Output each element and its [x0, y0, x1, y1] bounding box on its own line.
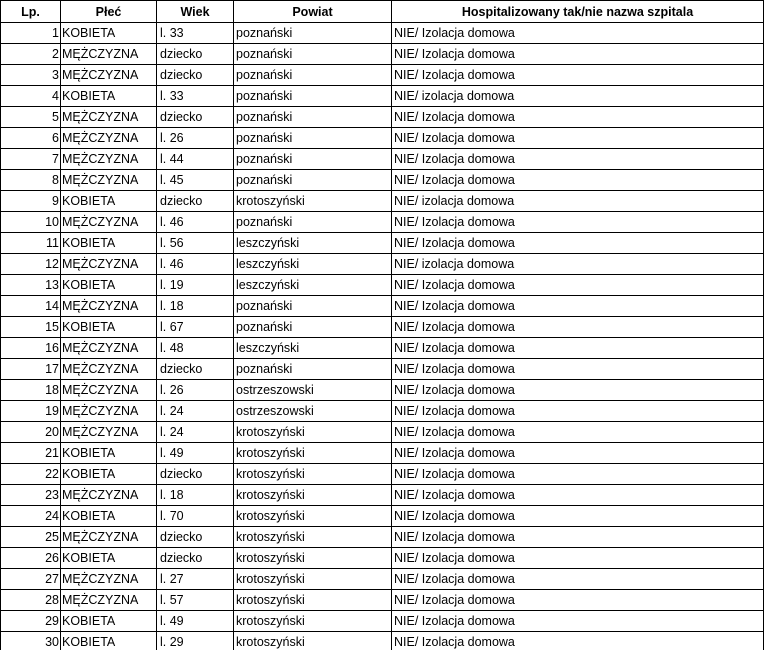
powiat-cell[interactable]: poznański	[234, 65, 392, 86]
powiat-cell[interactable]: krotoszyński	[234, 422, 392, 443]
plec-cell[interactable]: MĘŻCZYZNA	[61, 170, 157, 191]
powiat-cell[interactable]: poznański	[234, 212, 392, 233]
powiat-cell[interactable]: krotoszyński	[234, 632, 392, 650]
hosp-cell[interactable]: NIE/ Izolacja domowa	[392, 401, 764, 422]
plec-cell[interactable]: KOBIETA	[61, 86, 157, 107]
wiek-cell[interactable]: l. 33	[157, 86, 234, 107]
lp-cell[interactable]: 3	[1, 65, 61, 86]
table-row	[1, 443, 764, 464]
plec-cell[interactable]: MĘŻCZYZNA	[61, 65, 157, 86]
wiek-cell[interactable]: dziecko	[157, 359, 234, 380]
hosp-cell[interactable]: NIE/ Izolacja domowa	[392, 422, 764, 443]
header-row	[1, 1, 764, 23]
powiat-cell[interactable]: krotoszyński	[234, 191, 392, 212]
table-row	[1, 191, 764, 212]
powiat-cell[interactable]: ostrzeszowski	[234, 401, 392, 422]
plec-cell[interactable]: MĘŻCZYZNA	[61, 569, 157, 590]
plec-cell[interactable]: MĘŻCZYZNA	[61, 485, 157, 506]
table-row	[1, 296, 764, 317]
lp-cell[interactable]: 14	[1, 296, 61, 317]
lp-cell[interactable]: 26	[1, 548, 61, 569]
wiek-cell[interactable]: l. 46	[157, 212, 234, 233]
wiek-cell[interactable]: dziecko	[157, 65, 234, 86]
table-row	[1, 464, 764, 485]
table-row	[1, 23, 764, 44]
plec-cell[interactable]: MĘŻCZYZNA	[61, 527, 157, 548]
lp-cell[interactable]: 19	[1, 401, 61, 422]
plec-cell[interactable]: MĘŻCZYZNA	[61, 401, 157, 422]
hosp-cell[interactable]: NIE/ Izolacja domowa	[392, 632, 764, 650]
table-row	[1, 590, 764, 611]
plec-cell[interactable]: MĘŻCZYZNA	[61, 128, 157, 149]
wiek-cell[interactable]: l. 45	[157, 170, 234, 191]
wiek-cell[interactable]: l. 57	[157, 590, 234, 611]
plec-cell[interactable]: KOBIETA	[61, 317, 157, 338]
hosp-cell[interactable]: NIE/ Izolacja domowa	[392, 65, 764, 86]
wiek-cell[interactable]: dziecko	[157, 107, 234, 128]
hosp-cell[interactable]: NIE/ Izolacja domowa	[392, 359, 764, 380]
hosp-cell[interactable]: NIE/ Izolacja domowa	[392, 233, 764, 254]
plec-cell[interactable]: KOBIETA	[61, 191, 157, 212]
powiat-cell[interactable]: poznański	[234, 149, 392, 170]
hosp-cell[interactable]: NIE/ Izolacja domowa	[392, 527, 764, 548]
powiat-cell[interactable]: poznański	[234, 317, 392, 338]
hosp-cell[interactable]: NIE/ Izolacja domowa	[392, 149, 764, 170]
hosp-cell[interactable]: NIE/ Izolacja domowa	[392, 128, 764, 149]
hosp-cell[interactable]: NIE/ izolacja domowa	[392, 191, 764, 212]
table-row	[1, 254, 764, 275]
wiek-cell[interactable]: l. 29	[157, 632, 234, 650]
hosp-cell[interactable]: NIE/ Izolacja domowa	[392, 464, 764, 485]
hosp-cell[interactable]: NIE/ Izolacja domowa	[392, 611, 764, 632]
lp-cell[interactable]: 25	[1, 527, 61, 548]
wiek-cell[interactable]: l. 46	[157, 254, 234, 275]
powiat-cell[interactable]: krotoszyński	[234, 443, 392, 464]
powiat-cell[interactable]: krotoszyński	[234, 506, 392, 527]
plec-cell[interactable]: MĘŻCZYZNA	[61, 254, 157, 275]
lp-cell[interactable]: 1	[1, 23, 61, 44]
table-row	[1, 422, 764, 443]
wiek-cell[interactable]: l. 49	[157, 611, 234, 632]
table-row	[1, 506, 764, 527]
powiat-cell[interactable]: leszczyński	[234, 254, 392, 275]
wiek-cell[interactable]: l. 26	[157, 128, 234, 149]
header-hosp[interactable]: Hospitalizowany tak/nie nazwa szpitala	[392, 1, 764, 23]
table-row	[1, 107, 764, 128]
plec-cell[interactable]: KOBIETA	[61, 548, 157, 569]
powiat-cell[interactable]: krotoszyński	[234, 464, 392, 485]
lp-cell[interactable]: 22	[1, 464, 61, 485]
table-row	[1, 359, 764, 380]
powiat-cell[interactable]: leszczyński	[234, 338, 392, 359]
plec-cell[interactable]: KOBIETA	[61, 443, 157, 464]
hosp-cell[interactable]: NIE/ Izolacja domowa	[392, 548, 764, 569]
lp-cell[interactable]: 6	[1, 128, 61, 149]
hosp-cell[interactable]: NIE/ Izolacja domowa	[392, 338, 764, 359]
hosp-cell[interactable]: NIE/ izolacja domowa	[392, 86, 764, 107]
table-row	[1, 212, 764, 233]
powiat-cell[interactable]: krotoszyński	[234, 485, 392, 506]
powiat-cell[interactable]: krotoszyński	[234, 590, 392, 611]
hosp-cell[interactable]: NIE/ Izolacja domowa	[392, 44, 764, 65]
lp-cell[interactable]: 16	[1, 338, 61, 359]
plec-cell[interactable]: MĘŻCZYZNA	[61, 380, 157, 401]
table-row	[1, 401, 764, 422]
hosp-cell[interactable]: NIE/ Izolacja domowa	[392, 485, 764, 506]
plec-cell[interactable]: MĘŻCZYZNA	[61, 107, 157, 128]
table-row	[1, 485, 764, 506]
wiek-cell[interactable]: dziecko	[157, 464, 234, 485]
powiat-cell[interactable]: poznański	[234, 44, 392, 65]
table-row	[1, 233, 764, 254]
lp-cell[interactable]: 12	[1, 254, 61, 275]
hosp-cell[interactable]: NIE/ Izolacja domowa	[392, 23, 764, 44]
table-row	[1, 86, 764, 107]
wiek-cell[interactable]: dziecko	[157, 527, 234, 548]
plec-cell[interactable]: KOBIETA	[61, 611, 157, 632]
powiat-cell[interactable]: poznański	[234, 128, 392, 149]
plec-cell[interactable]: KOBIETA	[61, 464, 157, 485]
powiat-cell[interactable]: krotoszyński	[234, 548, 392, 569]
table-row	[1, 170, 764, 191]
hosp-cell[interactable]: NIE/ Izolacja domowa	[392, 443, 764, 464]
table-row	[1, 632, 764, 650]
lp-cell[interactable]: 28	[1, 590, 61, 611]
wiek-cell[interactable]: dziecko	[157, 548, 234, 569]
wiek-cell[interactable]: l. 33	[157, 23, 234, 44]
wiek-cell[interactable]: l. 24	[157, 401, 234, 422]
wiek-cell[interactable]: l. 18	[157, 485, 234, 506]
table-row	[1, 317, 764, 338]
plec-cell[interactable]: KOBIETA	[61, 275, 157, 296]
plec-cell[interactable]: MĘŻCZYZNA	[61, 44, 157, 65]
lp-cell[interactable]: 5	[1, 107, 61, 128]
lp-cell[interactable]: 23	[1, 485, 61, 506]
table-row	[1, 128, 764, 149]
header-lp[interactable]: Lp.	[1, 1, 61, 23]
wiek-cell[interactable]: l. 18	[157, 296, 234, 317]
plec-cell[interactable]: MĘŻCZYZNA	[61, 296, 157, 317]
hosp-cell[interactable]: NIE/ izolacja domowa	[392, 254, 764, 275]
wiek-cell[interactable]: l. 49	[157, 443, 234, 464]
lp-cell[interactable]: 11	[1, 233, 61, 254]
table-body	[1, 23, 764, 650]
table-row	[1, 44, 764, 65]
hosp-cell[interactable]: NIE/ Izolacja domowa	[392, 317, 764, 338]
hosp-cell[interactable]: NIE/ Izolacja domowa	[392, 380, 764, 401]
powiat-cell[interactable]: krotoszyński	[234, 527, 392, 548]
plec-cell[interactable]: MĘŻCZYZNA	[61, 590, 157, 611]
lp-cell[interactable]: 27	[1, 569, 61, 590]
powiat-cell[interactable]: leszczyński	[234, 275, 392, 296]
plec-cell[interactable]: MĘŻCZYZNA	[61, 359, 157, 380]
table-row	[1, 338, 764, 359]
powiat-cell[interactable]: poznański	[234, 170, 392, 191]
powiat-cell[interactable]: ostrzeszowski	[234, 380, 392, 401]
table-row	[1, 611, 764, 632]
powiat-cell[interactable]: poznański	[234, 86, 392, 107]
lp-cell[interactable]: 18	[1, 380, 61, 401]
lp-cell[interactable]: 13	[1, 275, 61, 296]
wiek-cell[interactable]: l. 67	[157, 317, 234, 338]
wiek-cell[interactable]: dziecko	[157, 191, 234, 212]
hosp-cell[interactable]: NIE/ Izolacja domowa	[392, 569, 764, 590]
lp-cell[interactable]: 7	[1, 149, 61, 170]
lp-cell[interactable]: 24	[1, 506, 61, 527]
hosp-cell[interactable]: NIE/ Izolacja domowa	[392, 170, 764, 191]
wiek-cell[interactable]: l. 48	[157, 338, 234, 359]
plec-cell[interactable]: KOBIETA	[61, 23, 157, 44]
wiek-cell[interactable]: l. 27	[157, 569, 234, 590]
powiat-cell[interactable]: poznański	[234, 296, 392, 317]
table-row	[1, 275, 764, 296]
plec-cell[interactable]: MĘŻCZYZNA	[61, 149, 157, 170]
plec-cell[interactable]: KOBIETA	[61, 506, 157, 527]
wiek-cell[interactable]: dziecko	[157, 44, 234, 65]
lp-cell[interactable]: 2	[1, 44, 61, 65]
table-row	[1, 380, 764, 401]
plec-cell[interactable]: MĘŻCZYZNA	[61, 338, 157, 359]
lp-cell[interactable]: 21	[1, 443, 61, 464]
lp-cell[interactable]: 4	[1, 86, 61, 107]
hosp-cell[interactable]: NIE/ Izolacja domowa	[392, 212, 764, 233]
wiek-cell[interactable]: l. 24	[157, 422, 234, 443]
lp-cell[interactable]: 8	[1, 170, 61, 191]
wiek-cell[interactable]: l. 26	[157, 380, 234, 401]
hosp-cell[interactable]: NIE/ Izolacja domowa	[392, 590, 764, 611]
table-row	[1, 527, 764, 548]
powiat-cell[interactable]: poznański	[234, 23, 392, 44]
powiat-cell[interactable]: krotoszyński	[234, 611, 392, 632]
hosp-cell[interactable]: NIE/ Izolacja domowa	[392, 107, 764, 128]
plec-cell[interactable]: KOBIETA	[61, 233, 157, 254]
lp-cell[interactable]: 30	[1, 632, 61, 650]
plec-cell[interactable]: MĘŻCZYZNA	[61, 212, 157, 233]
wiek-cell[interactable]: l. 19	[157, 275, 234, 296]
lp-cell[interactable]: 20	[1, 422, 61, 443]
header-powiat[interactable]: Powiat	[234, 1, 392, 23]
hosp-cell[interactable]: NIE/ Izolacja domowa	[392, 275, 764, 296]
plec-cell[interactable]: KOBIETA	[61, 632, 157, 650]
hosp-cell[interactable]: NIE/ Izolacja domowa	[392, 296, 764, 317]
powiat-cell[interactable]: poznański	[234, 107, 392, 128]
header-plec[interactable]: Płeć	[61, 1, 157, 23]
powiat-cell[interactable]: poznański	[234, 359, 392, 380]
wiek-cell[interactable]: l. 56	[157, 233, 234, 254]
table-row	[1, 548, 764, 569]
powiat-cell[interactable]: leszczyński	[234, 233, 392, 254]
lp-cell[interactable]: 15	[1, 317, 61, 338]
wiek-cell[interactable]: l. 70	[157, 506, 234, 527]
wiek-cell[interactable]: l. 44	[157, 149, 234, 170]
lp-cell[interactable]: 17	[1, 359, 61, 380]
lp-cell[interactable]: 10	[1, 212, 61, 233]
lp-cell[interactable]: 9	[1, 191, 61, 212]
lp-cell[interactable]: 29	[1, 611, 61, 632]
table-row	[1, 65, 764, 86]
hosp-cell[interactable]: NIE/ Izolacja domowa	[392, 506, 764, 527]
table-row	[1, 569, 764, 590]
plec-cell[interactable]: MĘŻCZYZNA	[61, 422, 157, 443]
table-row	[1, 149, 764, 170]
header-wiek[interactable]: Wiek	[157, 1, 234, 23]
powiat-cell[interactable]: krotoszyński	[234, 569, 392, 590]
